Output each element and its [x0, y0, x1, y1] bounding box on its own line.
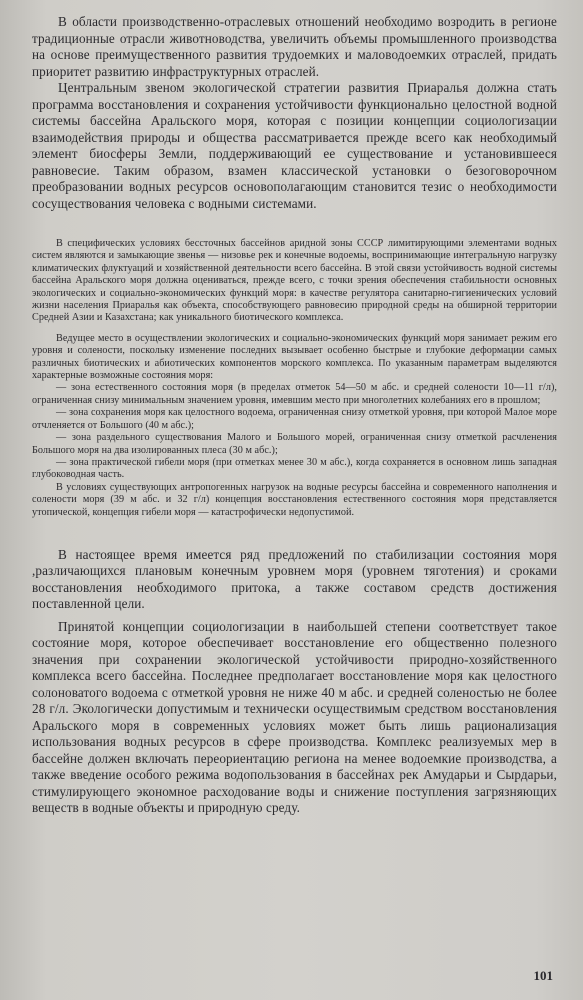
- section-conclusion: [32, 547, 557, 817]
- paragraph: В области производственно-отраслевых отношений необходимо возродить в регионе традиционные отрасли животноводства, увеличить объемы промышленного производства на основе преимущественного развития трудоемких и маловодоемких отраслей, придать приоритет развитию инфраструктурных отраслей.: [32, 14, 557, 79]
- list-item: — зона сохранения моря как целостного водоема, ограниченная снизу отметкой уровня, при которой Малое море отчленяется от Большого (40 м абс.);: [32, 407, 557, 431]
- page-number: 101: [533, 968, 553, 983]
- section-smallprint: [32, 238, 557, 519]
- paragraph: В настоящее время имеется ряд предложений по стабилизации состояния моря ,различающихся плановым конечным уровнем моря (уровнем тяготения) и сроками восстановления необходимого притока, а также составом средств достижения поставленной цели.: [32, 546, 557, 612]
- paragraph: В условиях существующих антропогенных нагрузок на водные ресурсы бассейна и современного наполнения и солености моря (39 м абс. и 32 г/л) концепция восстановления естественного состояния моря представляется утопической, концепция гибели моря — катастрофически недопустимой.: [32, 481, 557, 518]
- paragraph: Ведущее место в осуществлении экологических и социально-экономических функций моря занимает режим его уровня и солености, поскольку изменение последних вызывает особенно быстрые и глубокие деформации самых различных биотических и абиотических компонентов морского комплекса. По указанным параметрам выделяются характерные возможные состояния моря:: [32, 332, 557, 382]
- paragraph: Центральным звеном экологической стратегии развития Приаралья должна стать программа восстановления и сохранения устойчивости функционально целостной водной системы бассейна Аральского моря, которая с позиции концепции социологизации взаимодействия природы и общества рассматривается прежде всего как необходимый элемент биосферы Земли, поддерживающий ее существование и установившееся равновесие. Таким образом, взамен классической установки о безоговорочном преобразовании водных ресурсов основополагающим становится тезис о необходимости сосуществования человека с водными системами.: [32, 80, 557, 211]
- list-item: — зона практической гибели моря (при отметках менее 30 м абс.), когда сохраняется в основном лишь западная глубоководная часть.: [32, 456, 557, 481]
- paragraph: Принятой концепции социологизации в наибольшей степени соответствует такое состояние моря, которое обеспечивает восстановление его общественно полезного значения при сохранении экологической устойчивости природно-хозяйственного комплекса всего бассейна. Последнее предполагает восстановление моря как целостного солоноватого водоема с отметкой уровня не ниже 40 м абс. и средней соленостью не более 28 г/л. Экологически допустимым и технически осуществимым средством восстановления Аральского моря в современных условиях может быть лишь рационализация использования водных ресурсов в сфере производства. Комплекс реализуемых мер в бассейне должен включать переориентацию региона на менее водоемкие производства, а также введение особого режима водопользования в бассейнах рек Амударьи и Сырдарьи, стимулирующего экономное расходование воды и снижение поступления загрязняющих веществ в водные объекты и природную среду.: [32, 618, 557, 816]
- list-item: — зона раздельного существования Малого и Большого морей, ограниченная снизу отметкой расчленения Большого моря на два изолированных плеса (30 м абс.);: [32, 432, 557, 456]
- paragraph: В специфических условиях бессточных бассейнов аридной зоны СССР лимитирующими элементами водных систем являются и замыкающие звенья — низовье рек и конечные водоемы, воспринимающие интегральную нагрузку климатических флуктуаций и хозяйственной деятельности всего бассейна. В этой связи устойчивость водной системы бассейна Аральского моря должна оцениваться, прежде всего, с точки зрения обеспечения стабильности основных экологических и социально-экономических функций моря: в качестве регулятора санитарно-гигиенических условий жизни населения Приаралья как объекта, способствующего равновесию природной среды на обширной территории Средней Азии и Казахстана; как уникального биотического комплекса.: [32, 238, 557, 324]
- list-item: — зона естественного состояния моря (в пределах отметок 54—50 м абс. и средней солености 10—11 г/л), ограниченная снизу минимальным значением уровня, имевшим место при многолетних колебаниях его в прошлом;: [32, 382, 557, 406]
- section-intro: [32, 14, 557, 212]
